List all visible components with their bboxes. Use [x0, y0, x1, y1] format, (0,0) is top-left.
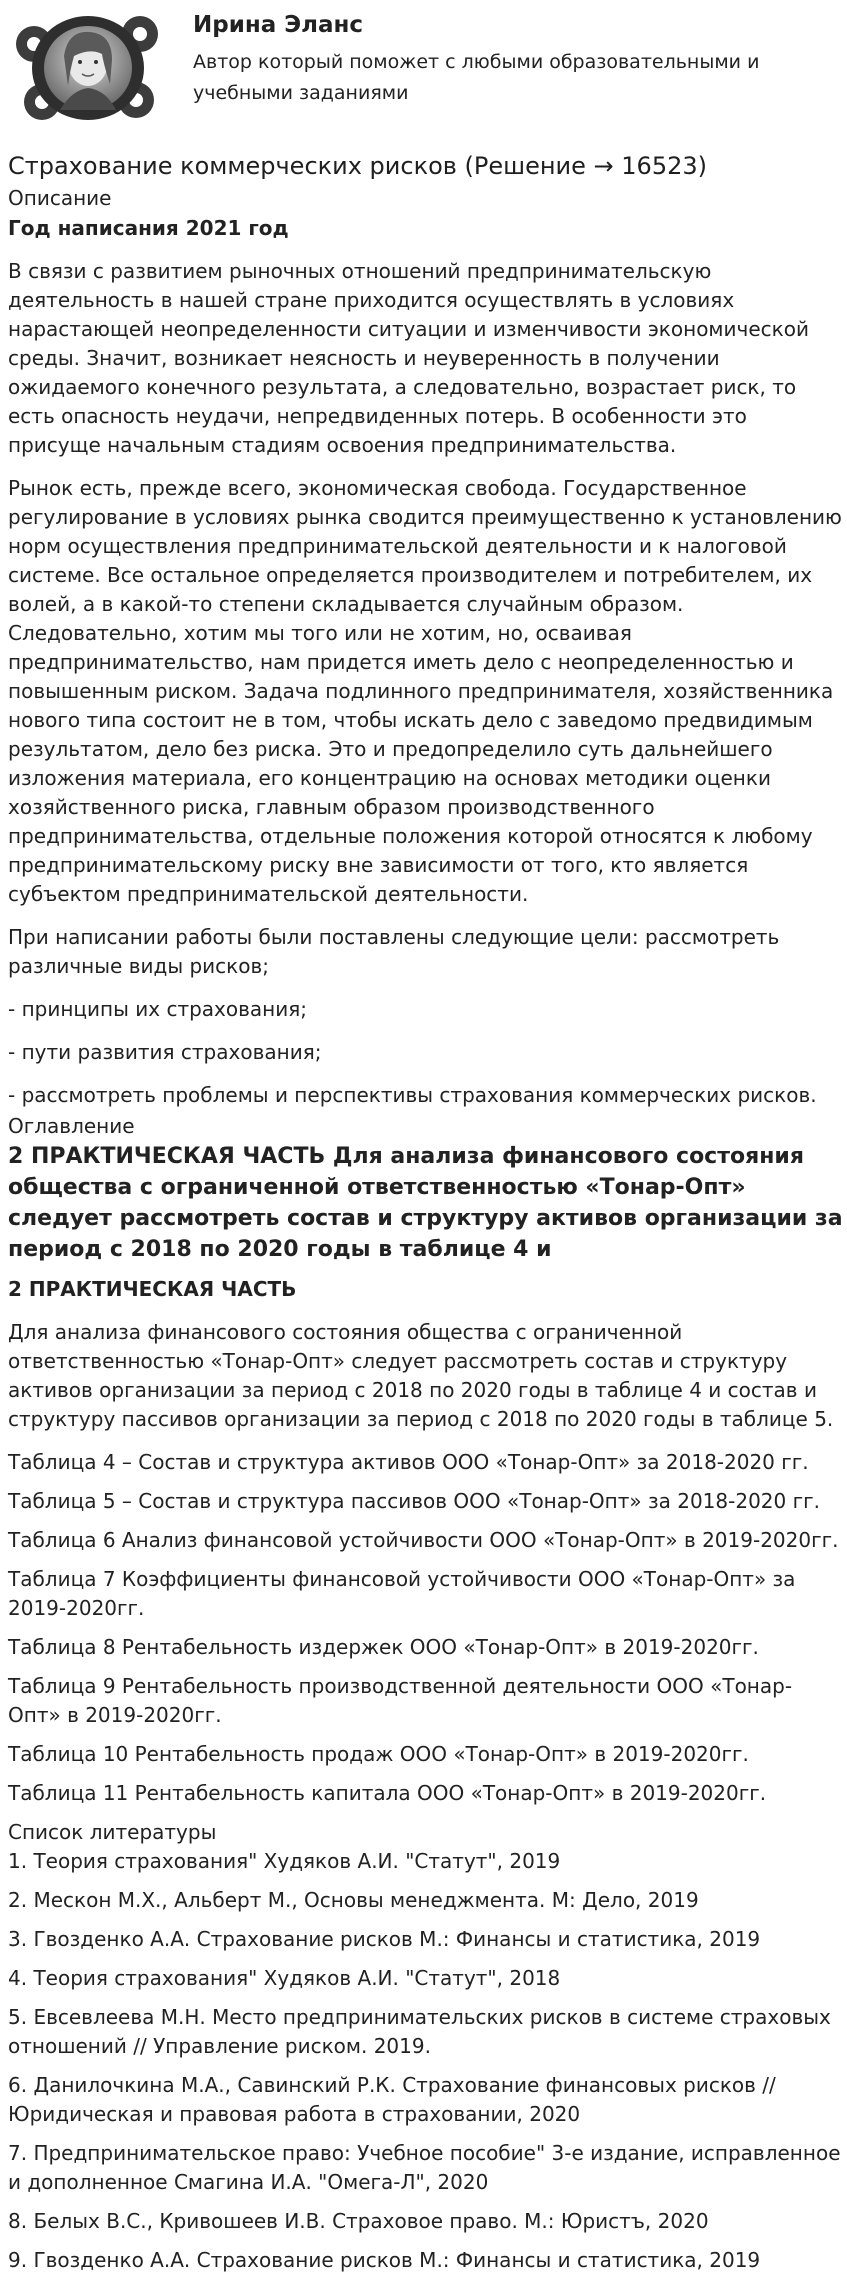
page-title: Страхование коммерческих рисков (Решение → 16523) [8, 152, 707, 180]
reference-item: 7. Предпринимательское право: Учебное пособие" 3-е издание, исправленное и дополненное Смагина И.А. "Омега-Л", 2020 [8, 2141, 841, 2194]
description-label: Описание [8, 186, 112, 210]
toc-item: Таблица 4 – Состав и структура активов ООО «Тонар-Опт» за 2018-2020 гг. [8, 1450, 809, 1474]
toc-item: Таблица 7 Коэффициенты финансовой устойчивости ООО «Тонар-Опт» за 2019-2020гг. [8, 1567, 796, 1620]
reference-item: 9. Гвозденко А.А. Страхование рисков М.: Финансы и статистика, 2019 [8, 2248, 761, 2272]
reference-item: 8. Белых В.С., Кривошеев И.В. Страховое право. М.: Юристъ, 2020 [8, 2209, 709, 2233]
avatar[interactable] [12, 4, 162, 128]
references-label: Список литературы [8, 1820, 217, 1844]
toc-intro: Для анализа финансового состояния общества с ограниченной ответственностью «Тонар-Опт» следует рассмотреть состав и структуру активов организации за период с 2018 по 2020 годы в таблице 4 и состав и структуру пассивов организации за период с 2018 по 2020 годы в таблице 5. [8, 1320, 834, 1431]
reference-item: 4. Теория страхования" Худяков А.И. "Статут", 2018 [8, 1966, 561, 1990]
toc-heading: 2 ПРАКТИЧЕСКАЯ ЧАСТЬ Для анализа финансового состояния общества с ограниченной ответственностью «Тонар-Опт» следует рассмотреть состав и структуру активов организации за период с 2018 по 2020 годы в таблице 4 и [8, 1144, 843, 1262]
description-paragraph: Рынок есть, прежде всего, экономическая свобода. Государственное регулирование в условиях рынка сводится преимущественно к установлению норм осуществления предпринимательской деятельности и к налоговой системе. Все остальное определяется производителем и потребителем, их волей, а в какой-то степени складывается случайным образом. Следовательно, хотим мы того или не хотим, но, осваивая предпринимательство, нам придется иметь дело с неопределенностью и повышенным риском. Задача подлинного предпринимателя, хозяйственника нового типа состоит не в том, чтобы искать дело с заведомо предвидимым результатом, дело без риска. Это и предопределило суть дальнейшего изложения материала, его концентрацию на основах методики оценки хозяйственного риска, главным образом производственного предпринимательства, отдельные положения которой относятся к любому предпринимательскому риску вне зависимости от того, кто является субъектом предпринимательской деятельности. [8, 476, 842, 906]
reference-item: 5. Евсевлеева М.Н. Место предпринимательских рисков в системе страховых отношений // Управление риском. 2019. [8, 2005, 831, 2058]
film-reel-avatar-icon [12, 4, 162, 128]
goal-list-item: - рассмотреть проблемы и перспективы страхования коммерческих рисков. [8, 1083, 817, 1107]
toc-item: Таблица 8 Рентабельность издержек ООО «Тонар-Опт» в 2019-2020гг. [8, 1635, 759, 1659]
reference-item: 6. Данилочкина М.А., Савинский Р.К. Страхование финансовых рисков // Юридическая и правовая работа в страховании, 2020 [8, 2073, 776, 2126]
reference-item: 3. Гвозденко А.А. Страхование рисков М.: Финансы и статистика, 2019 [8, 1927, 761, 1951]
toc-label: Оглавление [8, 1114, 135, 1138]
description-paragraph: При написании работы были поставлены следующие цели: рассмотреть различные виды рисков; [8, 925, 780, 978]
reference-item: 1. Теория страхования" Худяков А.И. "Статут", 2019 [8, 1849, 561, 1873]
author-card [8, 0, 843, 136]
description-paragraph: В связи с развитием рыночных отношений предпринимательскую деятельность в нашей стране приходится осуществлять в условиях нарастающей неопределенности ситуации и изменчивости экономической среды. Значит, возникает неясность и неуверенность в получении ожидаемого конечного результата, а следовательно, возрастает риск, то есть опасность неудачи, непредвиденных потерь. В особенности это присуще начальным стадиям освоения предпринимательства. [8, 259, 809, 457]
goal-list-item: - пути развития страхования; [8, 1040, 322, 1064]
author-description: Автор который поможет с любыми образовательными и учебными заданиями [193, 51, 760, 104]
year-written: Год написания 2021 год [8, 216, 289, 240]
toc-item: Таблица 5 – Состав и структура пассивов ООО «Тонар-Опт» за 2018-2020 гг. [8, 1489, 820, 1513]
reference-item: 2. Мескон М.Х., Альберт М., Основы менеджмента. М: Дело, 2019 [8, 1888, 699, 1912]
author-name[interactable]: Ирина Эланс [193, 12, 364, 38]
toc-item: Таблица 6 Анализ финансовой устойчивости ООО «Тонар-Опт» в 2019-2020гг. [8, 1528, 839, 1552]
toc-item: Таблица 10 Рентабельность продаж ООО «Тонар-Опт» в 2019-2020гг. [8, 1742, 749, 1766]
toc-item: Таблица 11 Рентабельность капитала ООО «Тонар-Опт» в 2019-2020гг. [8, 1781, 767, 1805]
goal-list-item: - принципы их страхования; [8, 997, 308, 1021]
toc-item: Таблица 9 Рентабельность производственной деятельности ООО «Тонар-Опт» в 2019-2020гг. [8, 1674, 793, 1727]
toc-subheading: 2 ПРАКТИЧЕСКАЯ ЧАСТЬ [8, 1277, 297, 1301]
